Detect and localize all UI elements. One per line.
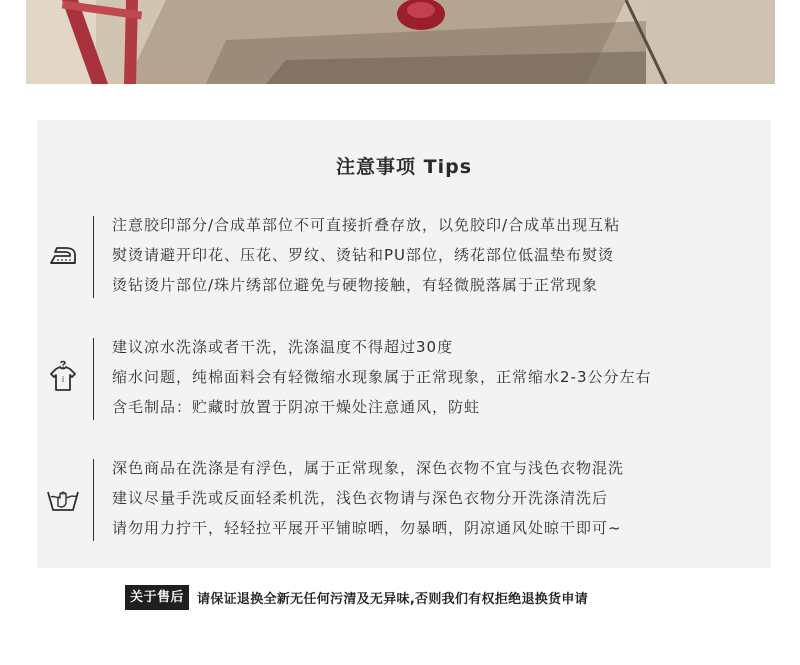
tip-line: 注意胶印部分/合成革部位不可直接折叠存放，以免胶印/合成革出现互粘 <box>112 216 621 234</box>
tip-line: 烫钻烫片部位/珠片绣部位避免与硬物接触，有轻微脱落属于正常现象 <box>112 276 599 294</box>
photo-scene <box>26 0 775 84</box>
tip-line: 深色商品在洗涤是有浮色，属于正常现象，深色衣物不宜与浅色衣物混洗 <box>112 459 625 477</box>
hand-wash-icon <box>45 480 81 516</box>
tip-line: 请勿用力拧干，轻轻拉平展开平铺晾晒，勿暴晒，阴凉通风处晾干即可~ <box>112 519 622 537</box>
section-text <box>112 210 752 300</box>
tips-section-washing <box>37 332 771 432</box>
after-sales-note <box>125 584 588 610</box>
iron-icon <box>45 237 81 273</box>
tip-line: 含毛制品：贮藏时放置于阴凉干燥处注意通风，防蛀 <box>112 398 481 416</box>
shirt-care-icon <box>45 358 81 394</box>
section-divider <box>93 216 94 298</box>
tip-line: 熨烫请避开印花、压花、罗纹、烫钻和PU部位，绣花部位低温垫布熨烫 <box>112 246 615 264</box>
product-photo <box>26 0 775 84</box>
tip-line: 建议凉水洗涤或者干洗，洗涤温度不得超过30度 <box>112 338 454 356</box>
svg-text:i: i <box>61 375 65 384</box>
section-text <box>112 332 752 422</box>
section-divider <box>93 338 94 420</box>
tips-title: 注意事项 Tips <box>336 156 472 178</box>
after-sales-text: 请保证退换全新无任何污清及无异味,否则我们有权拒绝退换货申请 <box>197 591 588 607</box>
tips-section-handwash <box>37 453 771 553</box>
section-divider <box>93 459 94 541</box>
tips-card <box>37 120 771 568</box>
tip-line: 缩水问题，纯棉面料会有轻微缩水现象属于正常现象，正常缩水2-3公分左右 <box>112 368 652 386</box>
after-sales-badge: 关于售后 <box>125 585 189 610</box>
tip-line: 建议尽量手洗或反面轻柔机洗，浅色衣物请与深色衣物分开洗涤清洗后 <box>112 489 609 507</box>
tips-section-ironing <box>37 210 771 310</box>
section-text <box>112 453 752 543</box>
